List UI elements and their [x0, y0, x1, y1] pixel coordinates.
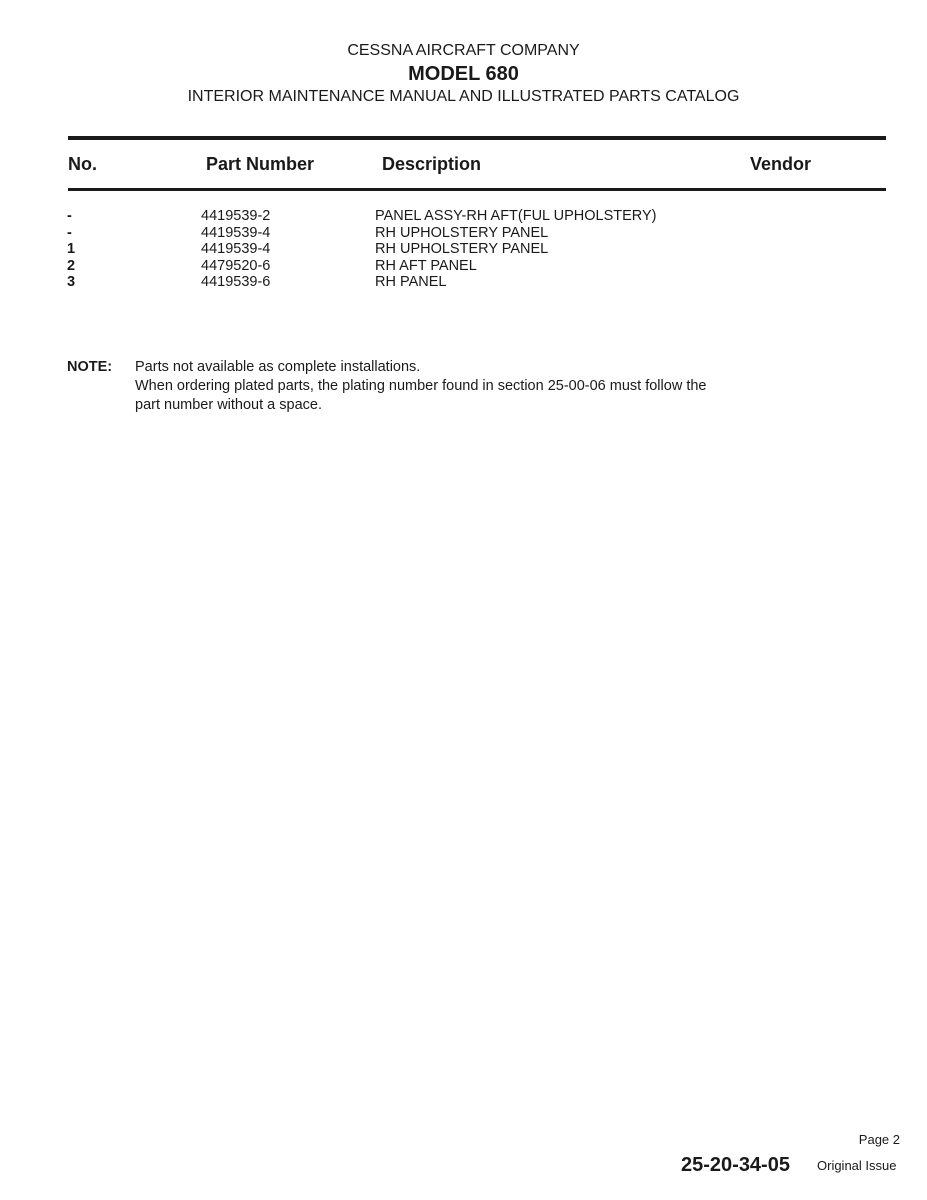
- item-number: 2: [67, 257, 76, 274]
- item-number: -: [67, 224, 72, 241]
- parts-list: [0, 208, 927, 291]
- issue-status: Original Issue: [817, 1158, 897, 1173]
- column-header-part-number: Part Number: [206, 154, 315, 174]
- page-number: Page 2: [858, 1132, 900, 1147]
- part-number: 4419539-4: [201, 241, 271, 258]
- note-label: NOTE:: [67, 359, 113, 375]
- item-number: 3: [67, 274, 76, 291]
- note-line: part number without a space.: [135, 397, 322, 413]
- part-description: RH UPHOLSTERY PANEL: [375, 241, 549, 258]
- note-text: [135, 358, 755, 415]
- part-number: 4479520-6: [201, 257, 271, 274]
- document-code: 25-20-34-05: [681, 1154, 790, 1176]
- part-description: PANEL ASSY-RH AFT(FUL UPHOLSTERY): [375, 208, 657, 224]
- note-line: Parts not available as complete installations.: [135, 359, 421, 375]
- table-top-rule: [68, 136, 886, 140]
- table-header-rule: [68, 188, 886, 191]
- item-number: -: [67, 208, 72, 224]
- company-name: CESSNA AIRCRAFT COMPANY: [347, 42, 580, 59]
- part-number: 4419539-4: [201, 224, 271, 241]
- manual-title: INTERIOR MAINTENANCE MANUAL AND ILLUSTRATED PARTS CATALOG: [187, 88, 740, 105]
- table-row: [0, 225, 927, 242]
- column-header-vendor: Vendor: [750, 154, 812, 174]
- part-description: RH AFT PANEL: [375, 257, 477, 274]
- part-description: RH UPHOLSTERY PANEL: [375, 224, 549, 241]
- table-row: [0, 274, 927, 291]
- table-row: [0, 241, 927, 258]
- part-number: 4419539-2: [201, 208, 271, 224]
- note-line: When ordering plated parts, the plating number found in section 25-00-06 must follow the: [135, 378, 707, 394]
- model-title: MODEL 680: [408, 63, 519, 85]
- part-number: 4419539-6: [201, 274, 271, 291]
- column-header-description: Description: [382, 154, 482, 174]
- column-header-no: No.: [68, 154, 97, 174]
- part-description: RH PANEL: [375, 274, 447, 291]
- table-row: [0, 208, 927, 225]
- item-number: 1: [67, 241, 76, 258]
- table-row: [0, 258, 927, 275]
